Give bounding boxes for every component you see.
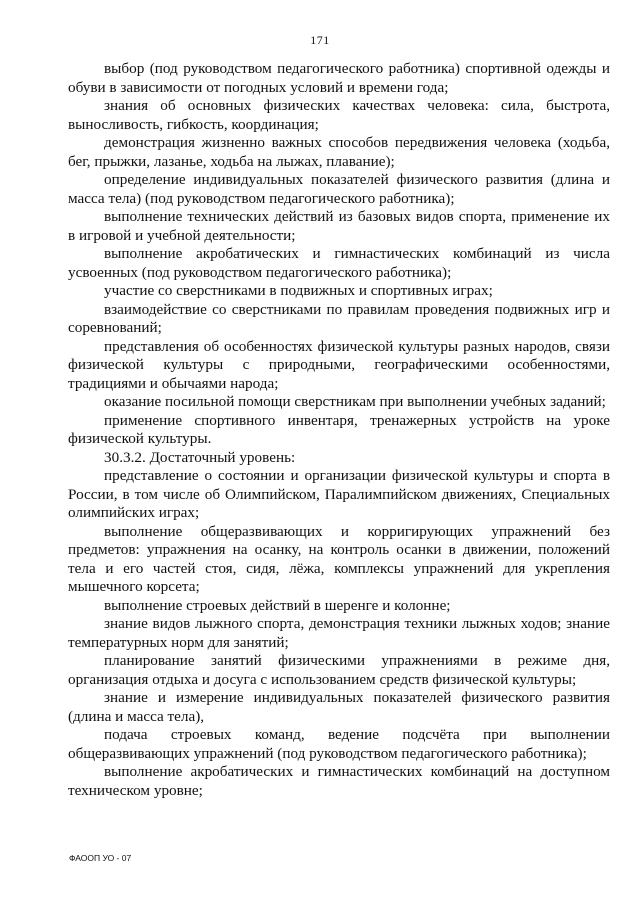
paragraph: знания об основных физических качествах человека: сила, быстрота, выносливость, гибкость, координация; — [68, 97, 610, 133]
paragraph: выполнение общеразвивающих и корригирующих упражнений без предметов: упражнения на осанку, на контроль осанки в движении, положений тела и его частей стоя, сидя, лёжа, комплексы упражнений для укрепления мышечного корсета; — [68, 522, 610, 595]
paragraph: оказание посильной помощи сверстникам при выполнении учебных заданий; — [104, 393, 606, 410]
paragraph: планирование занятий физическими упражнениями в режиме дня, организация отдыха и досуга с использованием средств физической культуры; — [68, 652, 610, 688]
paragraph: выполнение технических действий из базовых видов спорта, применение их в игровой и учебной деятельности; — [68, 208, 610, 244]
document-body — [68, 60, 610, 800]
paragraph: выполнение строевых действий в шеренге и колонне; — [104, 596, 451, 614]
paragraph: подача строевых команд, ведение подсчёта при выполнении общеразвивающих упражнений (под руководством педагогического работника); — [68, 726, 610, 762]
footer-code: ФАООП УО - 07 — [69, 853, 132, 863]
paragraph: взаимодействие со сверстниками по правилам проведения подвижных игр и соревнований; — [68, 300, 610, 336]
page-number: 171 — [310, 33, 330, 47]
paragraph: выбор (под руководством педагогического работника) спортивной одежды и обуви в зависимости от погодных условий и времени года; — [68, 60, 610, 96]
section-heading: 30.3.2. Достаточный уровень: — [104, 448, 296, 466]
paragraph: демонстрация жизненно важных способов передвижения человека (ходьба, бег, прыжки, лазанье, ходьба на лыжах, плавание); — [68, 134, 610, 170]
paragraph: участие со сверстниками в подвижных и спортивных играх; — [104, 282, 493, 299]
paragraph: определение индивидуальных показателей физического развития (длина и масса тела) (под руководством педагогического работника); — [68, 171, 610, 207]
paragraph: знание и измерение индивидуальных показателей физического развития (длина и масса тела), — [68, 689, 610, 725]
paragraph: выполнение акробатических и гимнастических комбинаций из числа усвоенных (под руководством педагогического работника); — [68, 245, 610, 281]
paragraph: представления об особенностях физической культуры разных народов, связи физической культуры с природными, географическими особенностями, традициями и обычаями народа; — [68, 337, 610, 392]
paragraph: выполнение акробатических и гимнастических комбинаций на доступном техническом уровне; — [68, 763, 610, 799]
paragraph: знание видов лыжного спорта, демонстрация техники лыжных ходов; знание температурных норм для занятий; — [68, 615, 610, 651]
paragraph: применение спортивного инвентаря, тренажерных устройств на уроке физической культуры. — [68, 411, 610, 447]
paragraph: представление о состоянии и организации физической культуры и спорта в России, в том числе об Олимпийском, Паралимпийском движениях, Специальных олимпийских играх; — [68, 467, 610, 521]
